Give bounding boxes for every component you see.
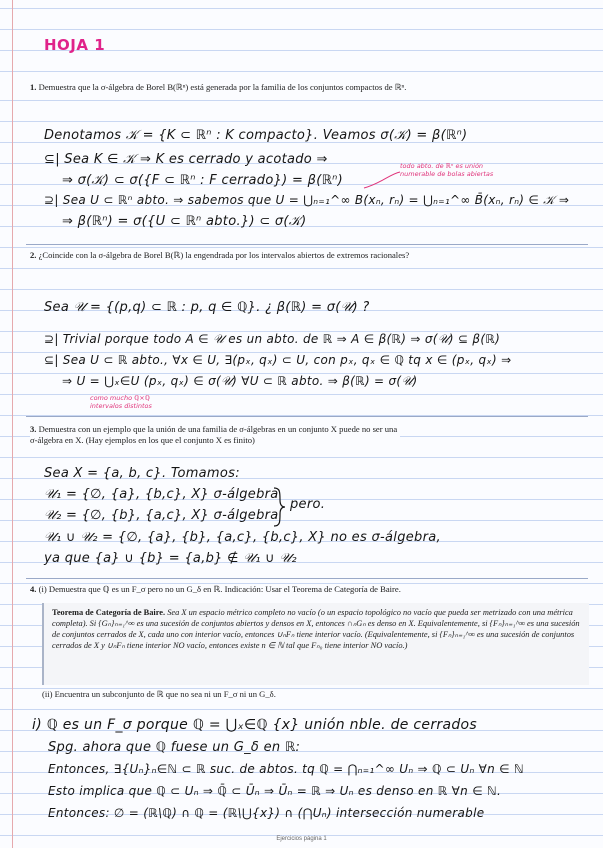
divider <box>26 578 588 579</box>
question-4-part-ii: (ii) Encuentra un subconjunto de ℝ que no sea ni un F_σ ni un G_δ. <box>42 689 582 700</box>
handwritten-line: ⊇| Trivial porque todo A ∈ 𝒰 es un abto. de ℝ ⇒ A ∈ β(ℝ) ⇒ σ(𝒰) ⊆ β(ℝ) <box>44 332 501 346</box>
question-number: 4. <box>30 584 37 594</box>
handwritten-line: 𝒰₁ ∪ 𝒰₂ = {∅, {a}, {b}, {a,c}, {b,c}, X} no es σ-álgebra, <box>44 530 441 545</box>
handwritten-line: ⇒ β(ℝⁿ) = σ({U ⊂ ℝⁿ abto.}) ⊂ σ(𝒦) <box>62 214 307 229</box>
handwritten-line: 𝒰₂ = {∅, {b}, {a,c}, X} σ-álgebra <box>44 508 279 523</box>
handwritten-line: ⇒ U = ⋃ₓ∈U (pₓ, qₓ) ∈ σ(𝒰) ∀U ⊂ ℝ abto. ⇒ β(ℝ) = σ(𝒰) <box>62 374 418 388</box>
question-2 <box>30 250 410 261</box>
question-text: Demuestra con un ejemplo que la unión de una familia de σ-álgebras en un conjunto X puede no ser una σ-álgebra en X. (Hay ejemplos en los que el conjunto X es finito) <box>30 424 398 445</box>
question-text: (i) Demuestra que ℚ es un F_σ pero no un G_δ en ℝ. Indicación: Usar el Teorema de Categoría de Baire. <box>38 584 401 594</box>
handwritten-line: ⊆| Sea K ∈ 𝒦 ⇒ K es cerrado y acotado ⇒ <box>44 152 328 167</box>
page-title: HOJA 1 <box>44 36 106 54</box>
handwritten-line: pero. <box>290 497 326 512</box>
handwritten-line: Esto implica que ℚ ⊂ Uₙ ⇒ ℚ̄ ⊂ Ūₙ ⇒ Ūₙ = ℝ ⇒ Uₙ es denso en ℝ ∀n ∈ ℕ. <box>48 784 502 798</box>
theorem-name: Teorema de Categoría de Baire. <box>52 608 166 617</box>
handwritten-line: Sea X = {a, b, c}. Tomamos: <box>44 466 240 481</box>
handwritten-line: Spg. ahora que ℚ fuese un G_δ en ℝ: <box>48 740 301 755</box>
theorem-body: Sea X un espacio métrico completo no vacío (o un espacio topológico no vacío que pueda ser metrizado con una métrica completa). Si {Gₙ}ₙ₌₁^∞ es una sucesión de conjuntos abiertos y densos en X, entonces ∩ₙGₙ es denso en X. Equivalentemente, si {Fₙ}ₙ₌₁^∞ es una sucesión de conjuntos cerrados de X, cada uno con interior vacío, entonces ∪ₙFₙ tiene interior vacío. (Equivalentemente, si {Fₙ}ₙ₌₁^∞ es una sucesión de conjuntos cerrados de X y ∪ₙFₙ tiene interior NO vacío, entonces existe n ∈ ℕ tal que Fₙ₀ tiene interior NO vacío.) <box>52 608 580 650</box>
divider <box>26 244 588 245</box>
handwritten-line: ⊆| Sea U ⊂ ℝ abto., ∀x ∈ U, ∃(pₓ, qₓ) ⊂ U, con pₓ, qₓ ∈ ℚ tq x ∈ (pₓ, qₓ) ⇒ <box>44 353 512 367</box>
note-arrow-icon <box>360 170 404 192</box>
handwritten-line: Entonces, ∃{Uₙ}ₙ∈ℕ ⊂ ℝ suc. de abtos. tq ℚ = ⋂ₙ₌₁^∞ Uₙ ⇒ ℚ ⊂ Uₙ ∀n ∈ ℕ <box>48 762 524 776</box>
page-footer: Ejercicios página 1 <box>276 836 327 842</box>
handwritten-line: Denotamos 𝒦 = {K ⊂ ℝⁿ : K compacto}. Veamos σ(𝒦) = β(ℝⁿ) <box>44 128 468 143</box>
question-number: 2. <box>30 250 37 260</box>
question-text: Demuestra que la σ-álgebra de Borel B(ℝⁿ) está generada por la familia de los conjuntos compactos de ℝⁿ. <box>38 82 407 92</box>
theorem-box <box>42 603 589 685</box>
question-number: 3. <box>30 424 37 434</box>
handwritten-line: ya que {a} ∪ {b} = {a,b} ∉ 𝒰₁ ∪ 𝒰₂ <box>44 551 297 566</box>
handwritten-line: ⊇| Sea U ⊂ ℝⁿ abto. ⇒ sabemos que U = ⋃ₙ₌₁^∞ B(xₙ, rₙ) = ⋃ₙ₌₁^∞ B̄(xₙ, rₙ) ∈ 𝒦 ⇒ <box>44 193 570 207</box>
handwritten-line: 𝒰₁ = {∅, {a}, {b,c}, X} σ-álgebra <box>44 487 279 502</box>
question-number: 1. <box>30 82 37 92</box>
brace-icon <box>272 486 286 528</box>
question-1 <box>30 82 410 93</box>
margin-note: todo abto. de ℝⁿ es unión numerable de bolas abiertas <box>400 162 494 178</box>
theorem-text <box>52 607 580 651</box>
handwritten-line: Sea 𝒰 = {(p,q) ⊂ ℝ : p, q ∈ ℚ}. ¿ β(ℝ) = σ(𝒰) ? <box>44 300 370 315</box>
handwritten-line: Entonces: ∅ = (ℝ\ℚ) ∩ ℚ = (ℝ\⋃{x}) ∩ (⋂Uₙ) intersección numerable <box>48 806 485 820</box>
margin-note: como mucho ℚ×ℚ intervalos distintos <box>90 394 152 410</box>
divider <box>26 416 588 417</box>
question-text: ¿Coincide con la σ-álgebra de Borel B(ℝ) la engendrada por los intervalos abiertos de extremos racionales? <box>38 250 410 260</box>
question-4 <box>30 584 590 595</box>
handwritten-line: i) ℚ es un F_σ porque ℚ = ⋃ₓ∈ℚ {x} unión nble. de cerrados <box>32 717 477 733</box>
question-3 <box>30 424 400 446</box>
handwritten-line: ⇒ σ(𝒦) ⊂ σ({F ⊂ ℝⁿ : F cerrado}) = β(ℝⁿ) <box>62 173 344 188</box>
